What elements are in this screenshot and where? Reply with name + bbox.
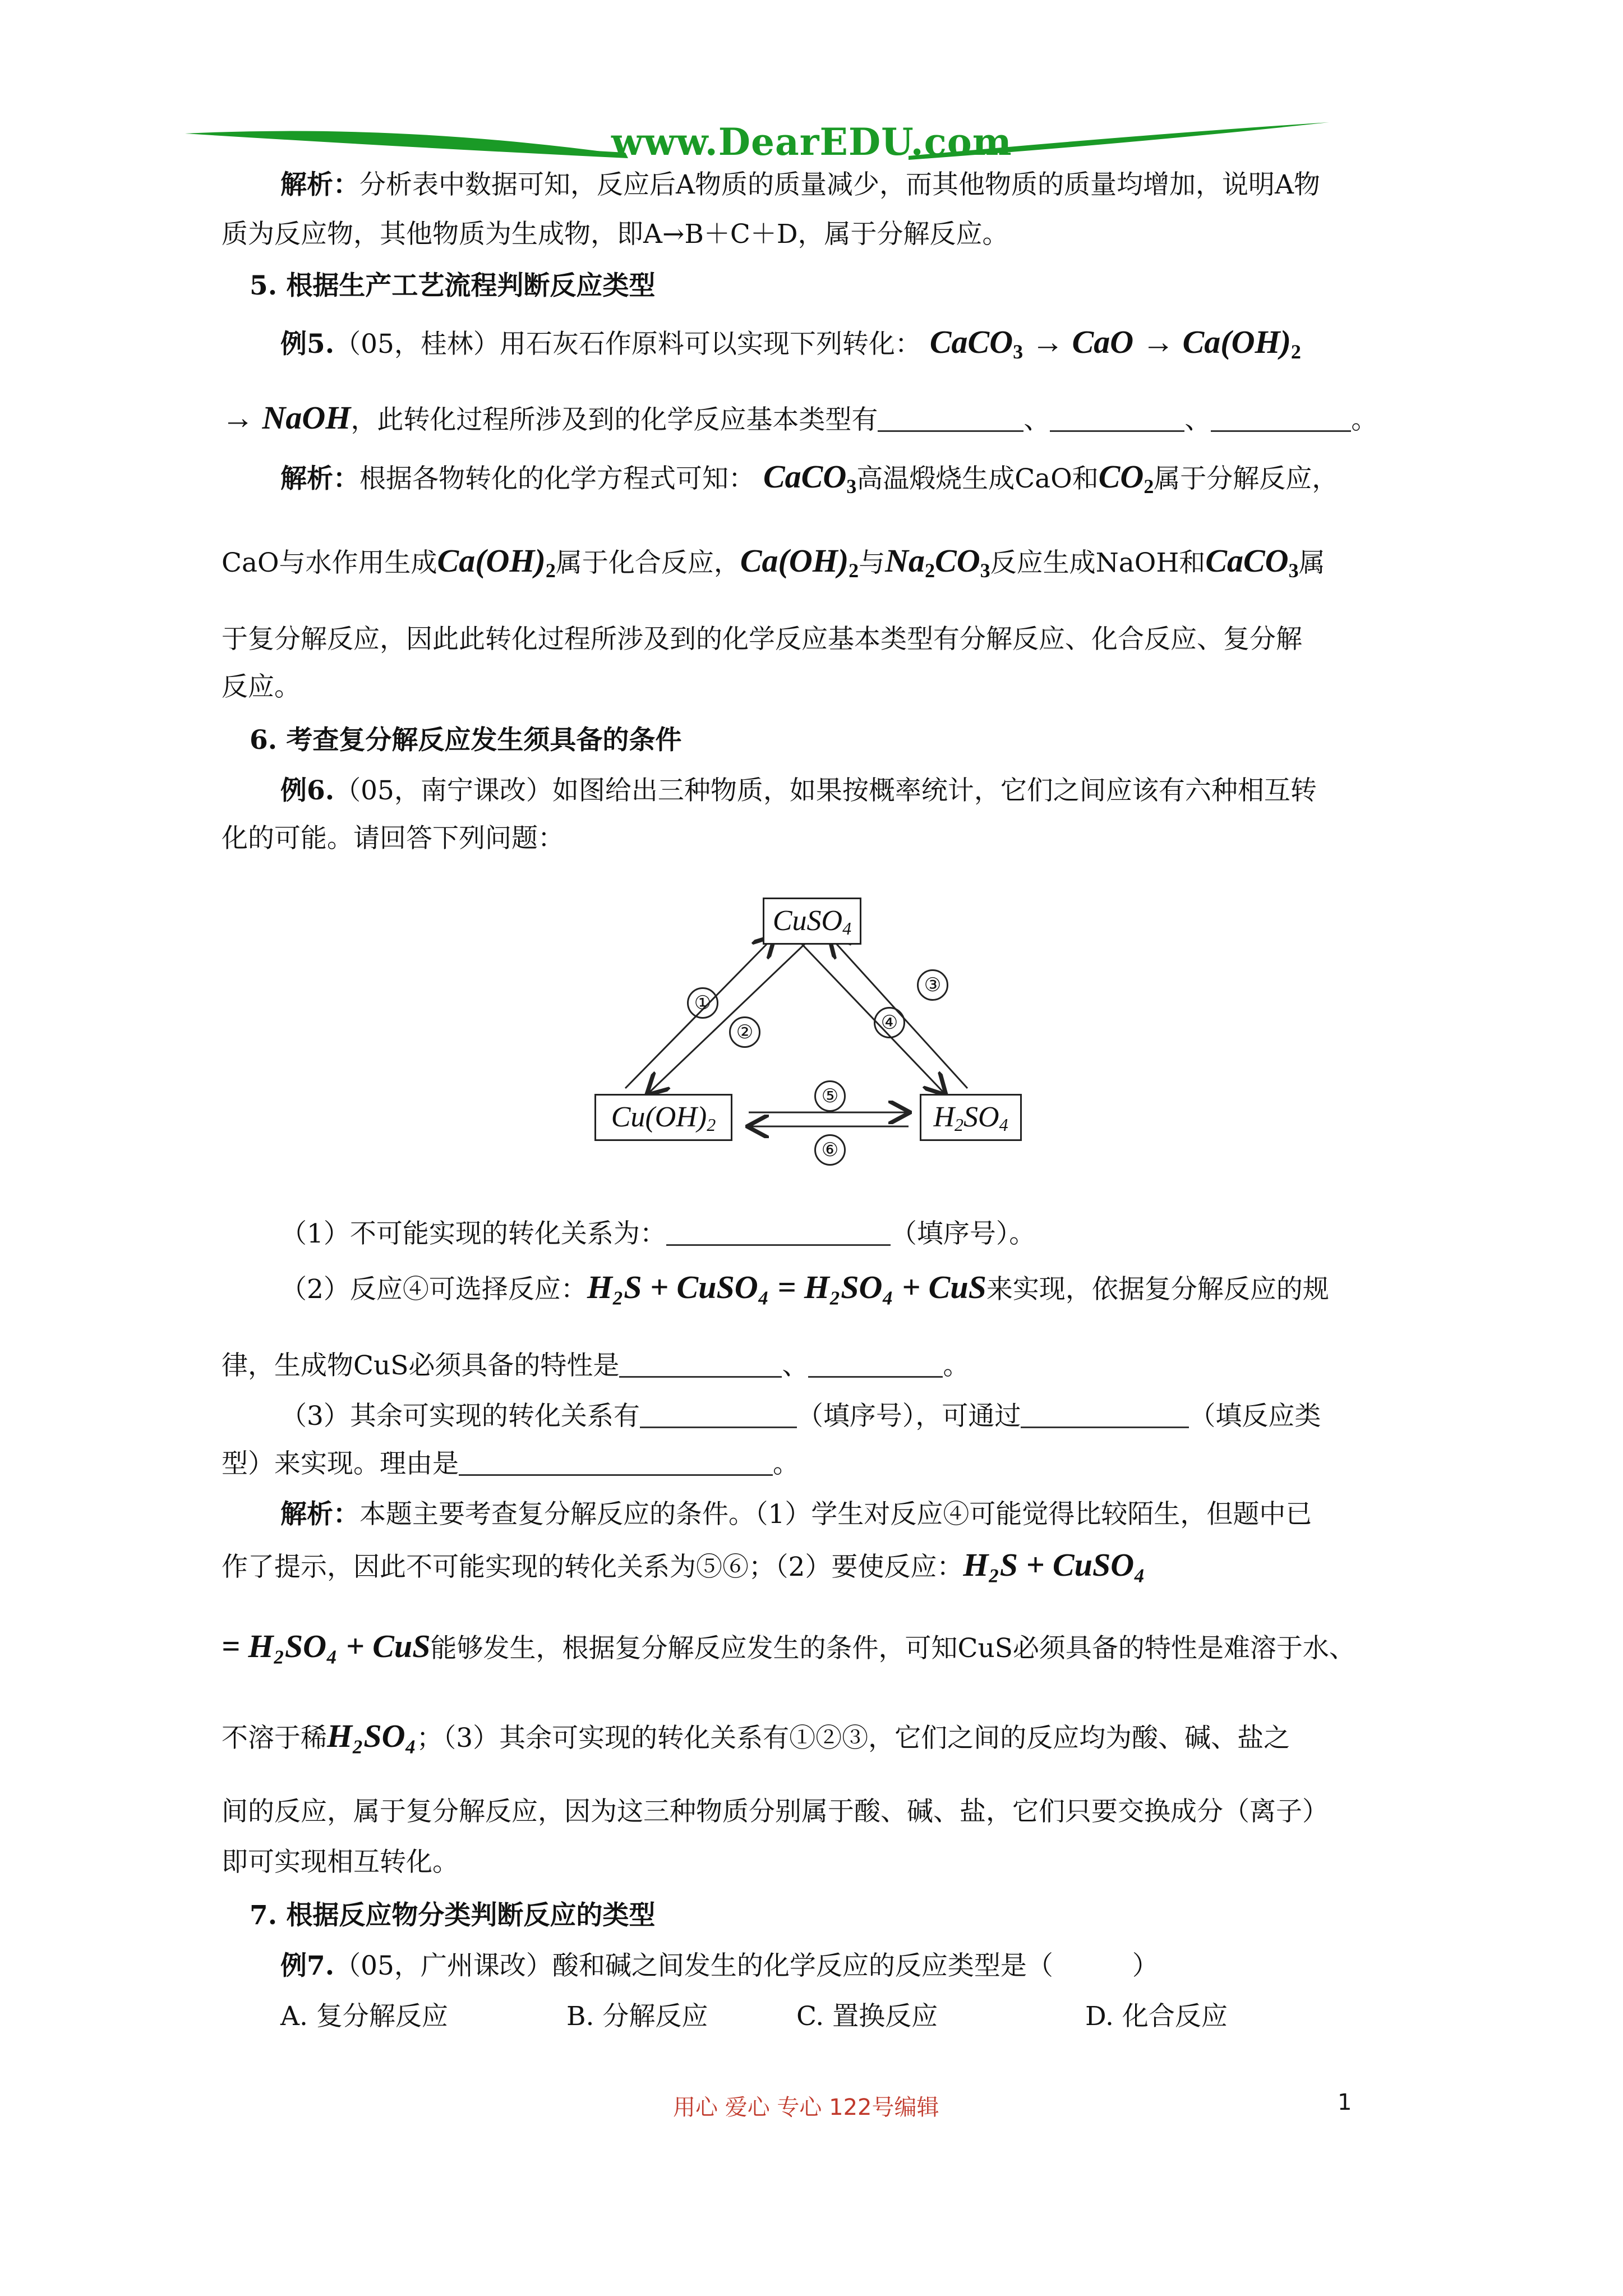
question-1: （1）不可能实现的转化关系为： （填序号）。 xyxy=(280,1218,1036,1249)
example-6-line2: 化的可能。请回答下列问题： xyxy=(222,823,564,854)
answer-blank-1[interactable] xyxy=(878,406,1023,432)
question-2: （2）反应④可选择反应：H₂S + CuSO₄ = H₂SO₄ + CuS来实现，依据复分解反应的规 xyxy=(280,1269,1329,1305)
option-a[interactable]: A. 复分解反应 xyxy=(280,2001,448,2032)
example-5-line2: → NaOH，此转化过程所涉及到的化学反应基本类型有 、 、 。 xyxy=(222,399,1378,436)
analysis-paragraph-5-line3: 于复分解反应，因此此转化过程所涉及到的化学反应基本类型有分解反应、化合反应、复分解 xyxy=(222,624,1302,655)
label-6: ⑥ xyxy=(814,1134,846,1166)
page-number: 1 xyxy=(1338,2090,1352,2115)
answer-blank-2[interactable] xyxy=(1050,406,1184,432)
analysis-paragraph-6-line2: 作了提示，因此不可能实现的转化关系为⑤⑥；（2）要使反应：H₂S + CuSO₄ xyxy=(222,1547,1146,1583)
analysis-paragraph-6-line3: = H₂SO₄ + CuS能够发生，根据复分解反应发生的条件，可知CuS必须具备的特性是难溶于水、 xyxy=(222,1628,1355,1664)
label-1: ① xyxy=(687,987,718,1019)
section-6-title: 6. 考查复分解反应发生须具备的条件 xyxy=(250,725,682,756)
site-name: www.DearEDU.com xyxy=(611,120,1012,164)
analysis-paragraph-1: 解析：分析表中数据可知，反应后A物质的质量减少，而其他物质的质量均增加，说明A物 xyxy=(280,169,1320,200)
analysis-paragraph-6-line4: 不溶于稀H₂SO₄；（3）其余可实现的转化关系有①②③，它们之间的反应均为酸、碱、盐之 xyxy=(222,1718,1290,1754)
box-h2so4: $H_2SO_4$ xyxy=(920,1094,1022,1141)
arrow-4 xyxy=(799,941,945,1094)
question-3: （3）其余可实现的转化关系有 （填序号），可通过 （填反应类 xyxy=(280,1401,1321,1432)
example-7: 例7.（05，广州课改）酸和碱之间发生的化学反应的反应类型是（ ） xyxy=(280,1950,1159,1981)
option-b[interactable]: B. 分解反应 xyxy=(566,2001,708,2032)
box-cuso4: CuSO$_4$ xyxy=(763,898,861,945)
conversion-diagram xyxy=(594,881,1032,1161)
example-6: 例6.（05，南宁课改）如图给出三种物质，如果按概率统计，它们之间应该有六种相互转 xyxy=(280,775,1317,806)
label-2: ② xyxy=(729,1016,760,1048)
answer-blank-q3a[interactable] xyxy=(640,1402,797,1428)
example-5: 例5.（05，桂林）用石灰石作原料可以实现下列转化： CaCO$_3$ → CaO → $Ca(OH)_2$ xyxy=(280,324,1301,363)
site-header-banner xyxy=(185,112,1329,174)
footer-text: 用心 爱心 专心 122号编辑 xyxy=(673,2095,939,2120)
analysis-paragraph-6-line6: 即可实现相互转化。 xyxy=(222,1847,459,1878)
answer-blank-q3c[interactable] xyxy=(459,1450,773,1476)
answer-blank-q2b[interactable] xyxy=(808,1351,943,1378)
formula-caco3: CaCO$_3$ xyxy=(929,324,1023,363)
label-3: ③ xyxy=(917,969,948,1001)
analysis-paragraph-6: 解析：本题主要考查复分解反应的条件。（1）学生对反应④可能觉得比较陌生，但题中已 xyxy=(280,1499,1312,1530)
answer-blank-q2a[interactable] xyxy=(619,1351,782,1378)
option-d[interactable]: D. 化合反应 xyxy=(1085,2001,1228,2032)
option-c[interactable]: C. 置换反应 xyxy=(796,2001,938,2032)
label-5: ⑤ xyxy=(814,1080,846,1112)
analysis-paragraph-6-line5: 间的反应，属于复分解反应，因为这三种物质分别属于酸、碱、盐，它们只要交换成分（离子） xyxy=(222,1796,1329,1827)
arrow-2 xyxy=(648,941,808,1094)
box-cuoh2: $Cu(OH)_2$ xyxy=(594,1094,732,1141)
answer-blank-q1[interactable] xyxy=(666,1220,891,1246)
question-2-line2: 律，生成物CuS必须具备的特性是 、 。 xyxy=(222,1350,970,1381)
section-5-title: 5. 根据生产工艺流程判断反应类型 xyxy=(250,270,656,301)
analysis-paragraph-1-line2: 质为反应物，其他物质为生成物，即A→B＋C＋D，属于分解反应。 xyxy=(222,219,1009,250)
analysis-paragraph-5: 解析：根据各物转化的化学方程式可知： CaCO$_3$高温煅烧生成CaO和$CO_2$属于分解反应， xyxy=(280,458,1339,498)
question-3-line2: 型）来实现。理由是 。 xyxy=(222,1448,799,1479)
section-7-title: 7. 根据反应物分类判断反应的类型 xyxy=(250,1900,656,1931)
analysis-paragraph-5-line2: CaO与水作用生成$Ca(OH)_2$属于化合反应，$Ca(OH)_2$与$Na_2CO_3$反应生成NaOH和CaCO$_3$属 xyxy=(222,542,1325,582)
label-4: ④ xyxy=(874,1007,905,1038)
answer-blank-q3b[interactable] xyxy=(1021,1402,1189,1428)
answer-blank-3[interactable] xyxy=(1211,406,1351,432)
analysis-paragraph-5-line4: 反应。 xyxy=(222,671,301,702)
